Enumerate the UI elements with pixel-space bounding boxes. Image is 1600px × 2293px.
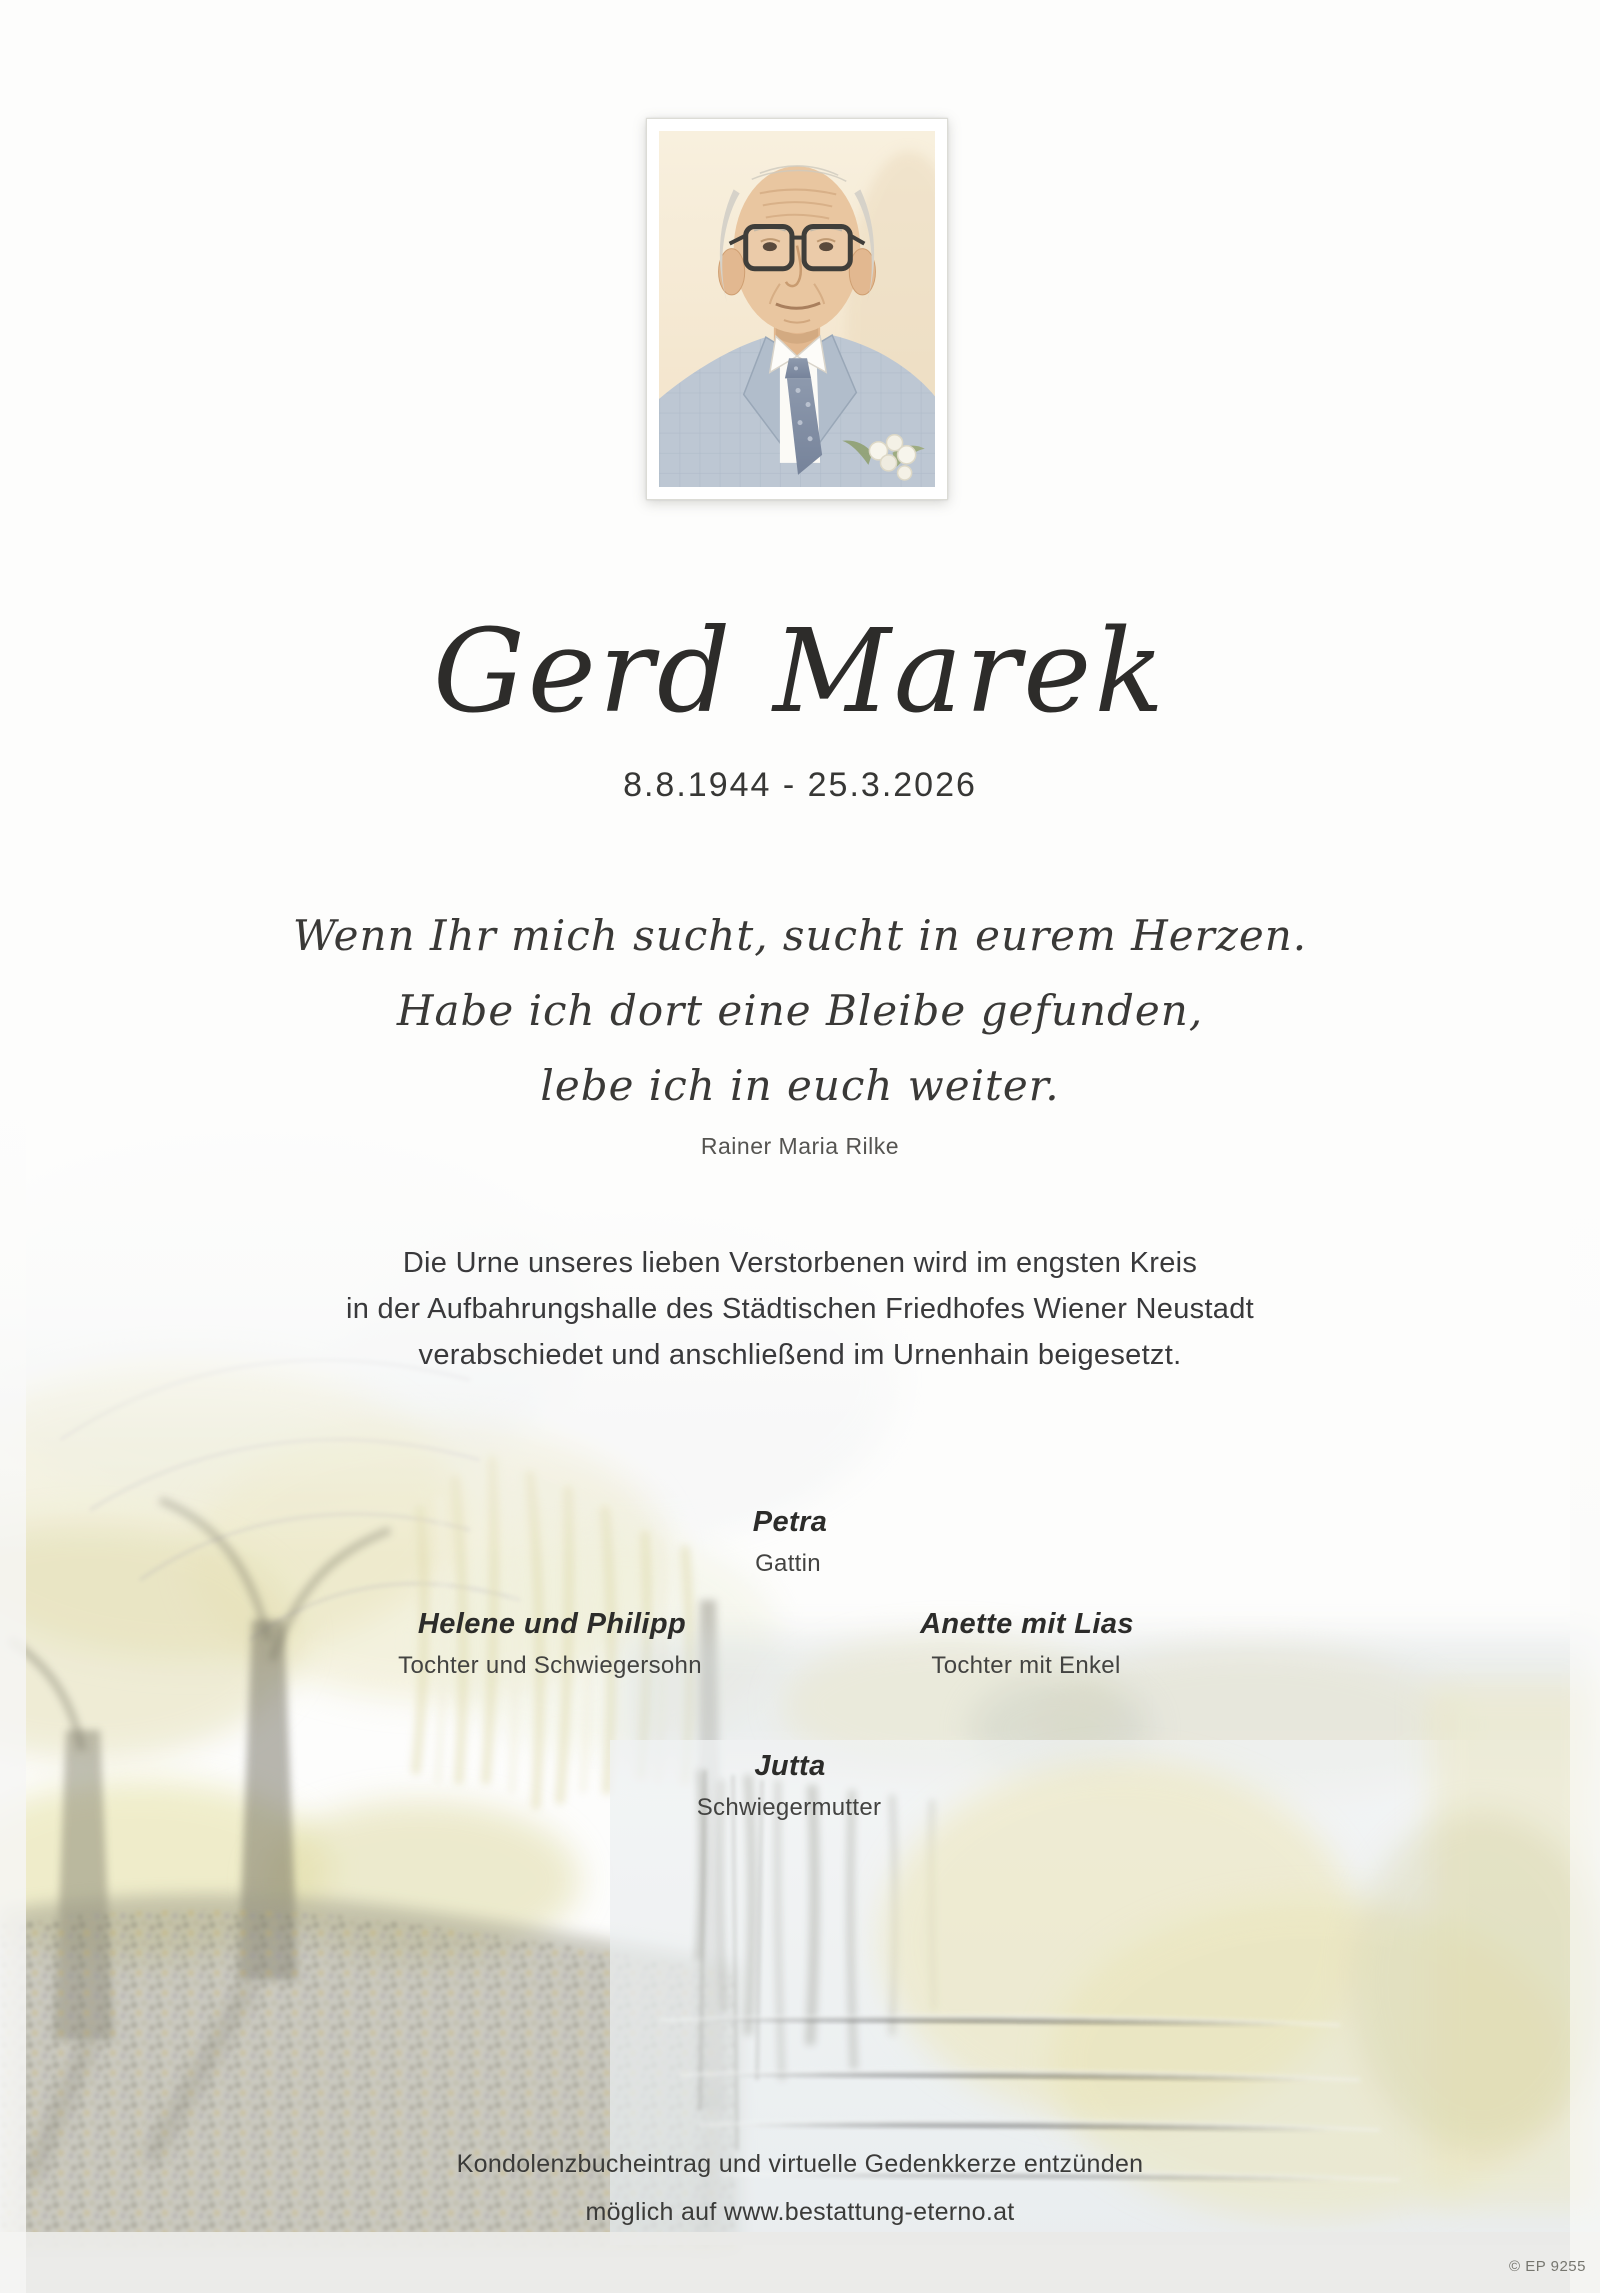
mourner-relation-anette-lias: Tochter mit Enkel bbox=[931, 1652, 1121, 1679]
announcement-line-2: in der Aufbahrungshalle des Städtischen Friedhofes Wiener Neustadt bbox=[345, 1293, 1255, 1325]
printer-imprint: © EP 9255 bbox=[1509, 2258, 1586, 2275]
mourner-name: Petra bbox=[752, 1506, 828, 1538]
poem-line-1: Wenn Ihr mich sucht, sucht in eurem Herzen. bbox=[292, 911, 1308, 960]
portrait-photo-frame bbox=[646, 118, 948, 500]
condolence-note-line-2: möglich auf www.bestattung-eterno.at bbox=[585, 2198, 1015, 2226]
mourner-name: Jutta bbox=[754, 1750, 826, 1782]
condolence-note-line-1: Kondolenzbucheintrag und virtuelle Gedenkkerze entzünden bbox=[456, 2150, 1144, 2178]
poem-line-2: Habe ich dort eine Bleibe gefunden, bbox=[396, 986, 1204, 1035]
mourner-relation-petra: Gattin bbox=[755, 1550, 821, 1577]
portrait-photo bbox=[659, 131, 935, 487]
poem bbox=[0, 898, 1600, 1160]
poem-line-3: lebe ich in euch weiter. bbox=[540, 1061, 1060, 1110]
deceased-name: Gerd Marek bbox=[432, 605, 1168, 739]
mourner-name-helene-philipp bbox=[418, 1608, 686, 1641]
poem-author: Rainer Maria Rilke bbox=[700, 1133, 900, 1159]
mourner-name: Anette mit Lias bbox=[920, 1608, 1134, 1640]
life-dates: 8.8.1944 - 25.3.2026 bbox=[623, 766, 977, 804]
funeral-announcement bbox=[0, 1240, 1600, 1378]
mourner-name-jutta bbox=[754, 1750, 825, 1783]
announcement-line-3: verabschiedet und anschließend im Urnenhain beigesetzt. bbox=[418, 1339, 1182, 1371]
announcement-line-1: Die Urne unseres lieben Verstorbenen wird im engsten Kreis bbox=[402, 1247, 1198, 1279]
mourner-name: Helene und Philipp bbox=[417, 1608, 687, 1640]
mourner-relation-helene-philipp: Tochter und Schwiegersohn bbox=[398, 1652, 702, 1679]
mourner-relation-jutta: Schwiegermutter bbox=[696, 1794, 882, 1821]
mourner-name-petra bbox=[753, 1506, 828, 1539]
mourner-name-anette-lias bbox=[920, 1608, 1134, 1641]
